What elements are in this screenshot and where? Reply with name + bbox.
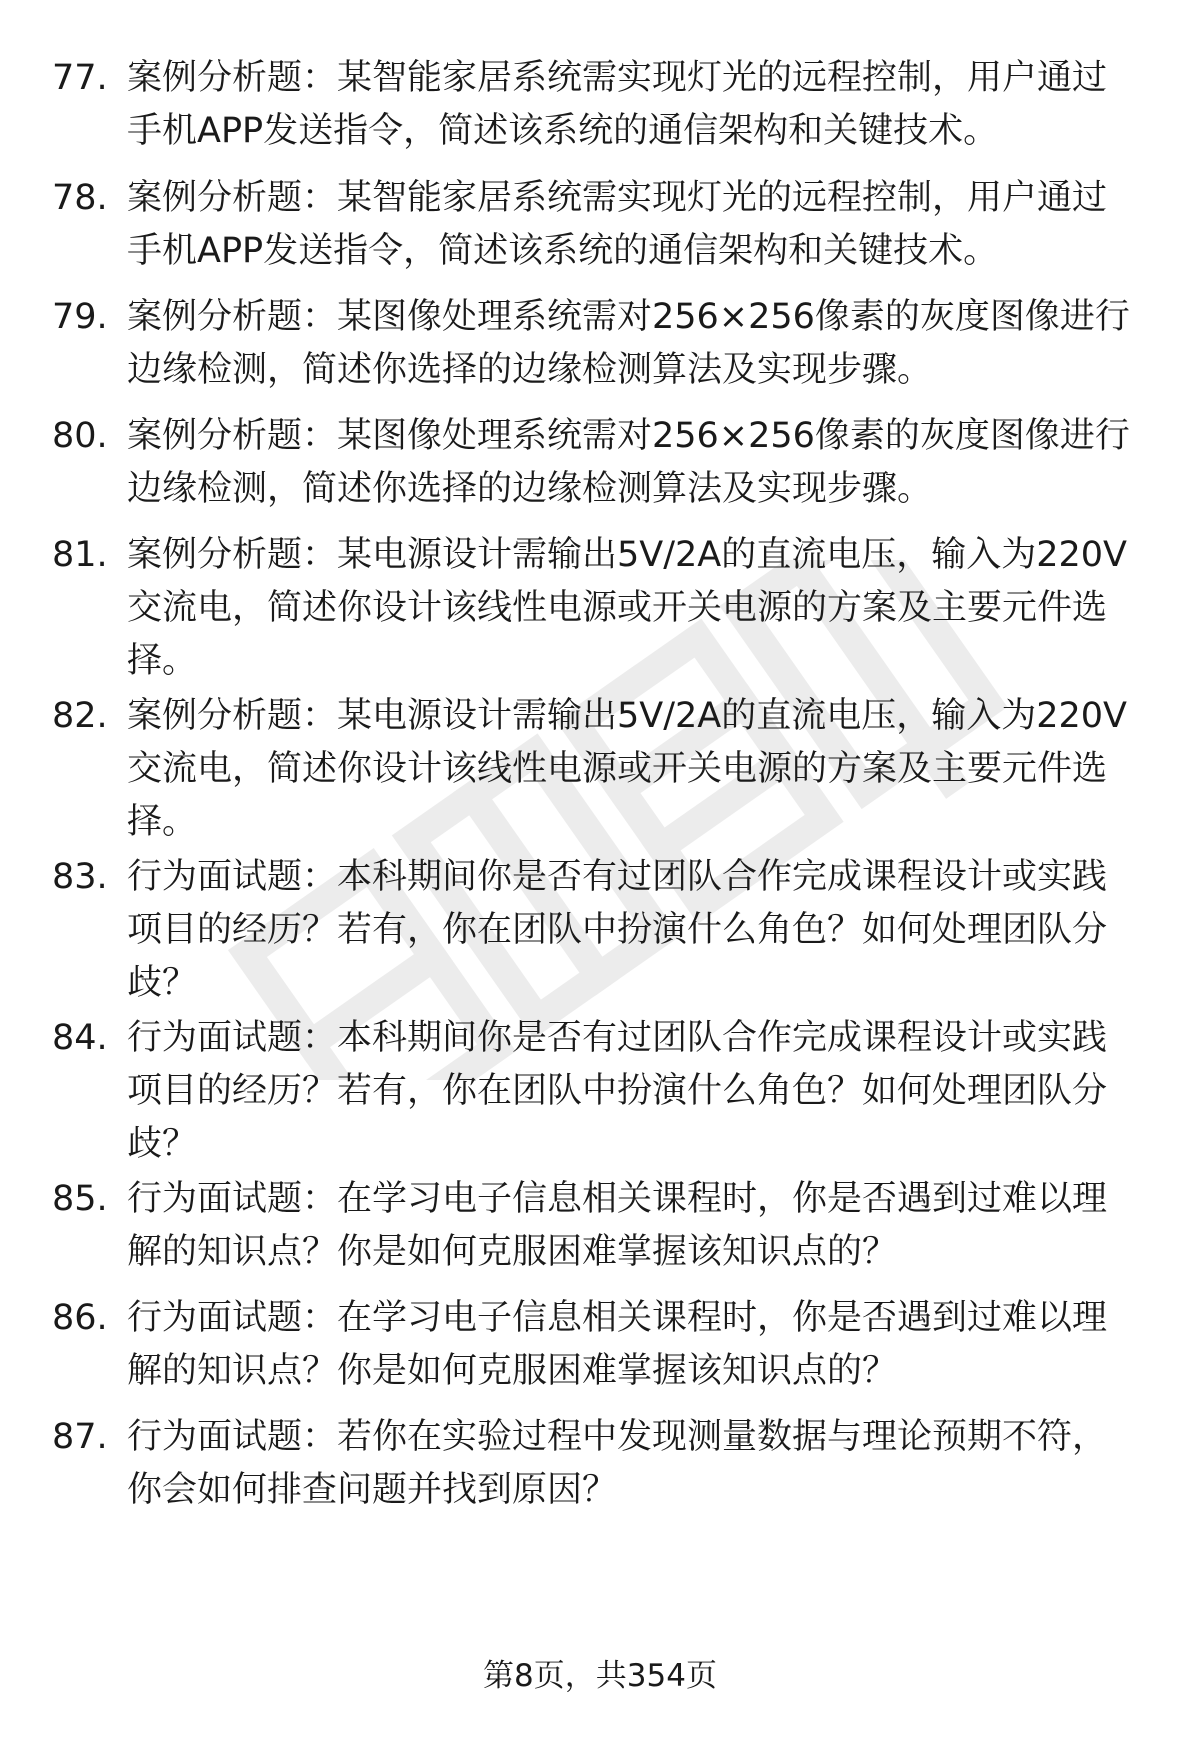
question-text: 行为面试题：在学习电子信息相关课程时，你是否遇到过难以理 解的知识点？你是如何克服困难掌握该知识点的？ — [127, 1179, 1108, 1272]
question-number: 82. — [52, 696, 108, 736]
page-number: 第8页，共354页 — [483, 1658, 717, 1694]
question-number: 81. — [52, 535, 108, 575]
question-number: 77. — [52, 58, 108, 98]
question-text: 案例分析题：某智能家居系统需实现灯光的远程控制，用户通过 手机APP发送指令，简述该系统的通信架构和关键技术。 — [127, 178, 1108, 271]
question-number: 85. — [52, 1179, 108, 1219]
question-number: 86. — [52, 1298, 108, 1338]
question-number: 80. — [52, 416, 108, 456]
question-text: 案例分析题：某图像处理系统需对256×256像素的灰度图像进行 边缘检测，简述你选择的边缘检测算法及实现步骤。 — [127, 297, 1130, 390]
question-number: 87. — [52, 1417, 108, 1457]
question-text: 案例分析题：某图像处理系统需对256×256像素的灰度图像进行 边缘检测，简述你选择的边缘检测算法及实现步骤。 — [127, 416, 1130, 509]
question-text: 行为面试题：本科期间你是否有过团队合作完成课程设计或实践 项目的经历？若有，你在团队中扮演什么角色？如何处理团队分 歧？ — [127, 1018, 1108, 1164]
question-text: 行为面试题：在学习电子信息相关课程时，你是否遇到过难以理 解的知识点？你是如何克服困难掌握该知识点的？ — [127, 1298, 1108, 1391]
question-number: 79. — [52, 297, 108, 337]
question-number: 78. — [52, 178, 108, 218]
question-number: 83. — [52, 857, 108, 897]
question-text: 案例分析题：某电源设计需输出5V/2A的直流电压，输入为220V 交流电，简述你设计该线性电源或开关电源的方案及主要元件选 择。 — [127, 696, 1127, 842]
question-text: 行为面试题：若你在实验过程中发现测量数据与理论预期不符， 你会如何排查问题并找到原因？ — [127, 1417, 1108, 1510]
question-number: 84. — [52, 1018, 108, 1058]
question-text: 案例分析题：某智能家居系统需实现灯光的远程控制，用户通过 手机APP发送指令，简述该系统的通信架构和关键技术。 — [127, 58, 1108, 151]
question-text: 案例分析题：某电源设计需输出5V/2A的直流电压，输入为220V 交流电，简述你设计该线性电源或开关电源的方案及主要元件选 择。 — [127, 535, 1127, 681]
question-text: 行为面试题：本科期间你是否有过团队合作完成课程设计或实践 项目的经历？若有，你在团队中扮演什么角色？如何处理团队分 歧？ — [127, 857, 1108, 1003]
